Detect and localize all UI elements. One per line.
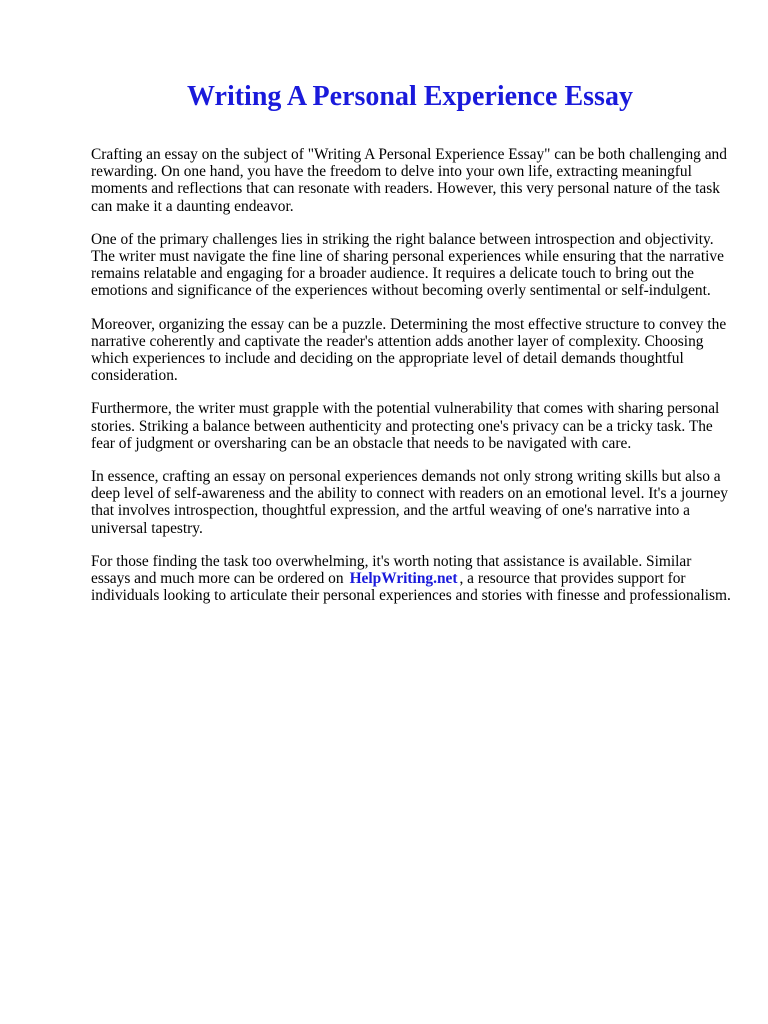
paragraph-5: In essence, crafting an essay on personal experiences demands not only strong writing skills but also a deep level of self-awareness and the ability to connect with readers on an emotional level. It's a journey that involves introspection, thoughtful expression, and the artful weaving of one's narrative into a universal tapestry. bbox=[91, 468, 728, 537]
paragraph-2: One of the primary challenges lies in striking the right balance between introspection and objectivity. The writer must navigate the fine line of sharing personal experiences while ensuring that the narrative remains relatable and engaging for a broader audience. It requires a delicate touch to bring out the emotions and significance of the experiences without becoming overly sentimental or self-indulgent. bbox=[91, 230, 724, 300]
paragraph-6-text-before-link: For those finding the task too overwhelming, it's worth noting that assistance is available. Similar essays and much more can be ordered on bbox=[91, 552, 692, 588]
document-title: Writing A Personal Experience Essay bbox=[187, 81, 633, 112]
paragraph-4: Furthermore, the writer must grapple with the potential vulnerability that comes with sharing personal stories. Striking a balance between authenticity and protecting one's privacy can be a tricky task. The fear of judgment or oversharing can be an obstacle that needs to be navigated with care. bbox=[91, 400, 720, 452]
paragraph-6-text-after-link: , a resource that provides support for individuals looking to articulate their personal experiences and stories with finesse and professionalism. bbox=[91, 570, 731, 605]
document-body bbox=[91, 146, 731, 620]
paragraph-3: Moreover, organizing the essay can be a puzzle. Determining the most effective structure to convey the narrative coherently and captivate the reader's attention adds another layer of complexity. Choosing which experiences to include and deciding on the appropriate level of detail demands thoughtful consideration. bbox=[91, 315, 727, 385]
paragraph-6 bbox=[91, 553, 731, 605]
paragraph-1: Crafting an essay on the subject of "Writing A Personal Experience Essay" can be both challenging and rewarding. On one hand, you have the freedom to delve into your own life, extracting meaningful moments and reflections that can resonate with readers. However, this very personal nature of the task can make it a daunting endeavor. bbox=[91, 146, 727, 215]
helpwriting-link[interactable]: HelpWriting.net bbox=[349, 570, 458, 588]
